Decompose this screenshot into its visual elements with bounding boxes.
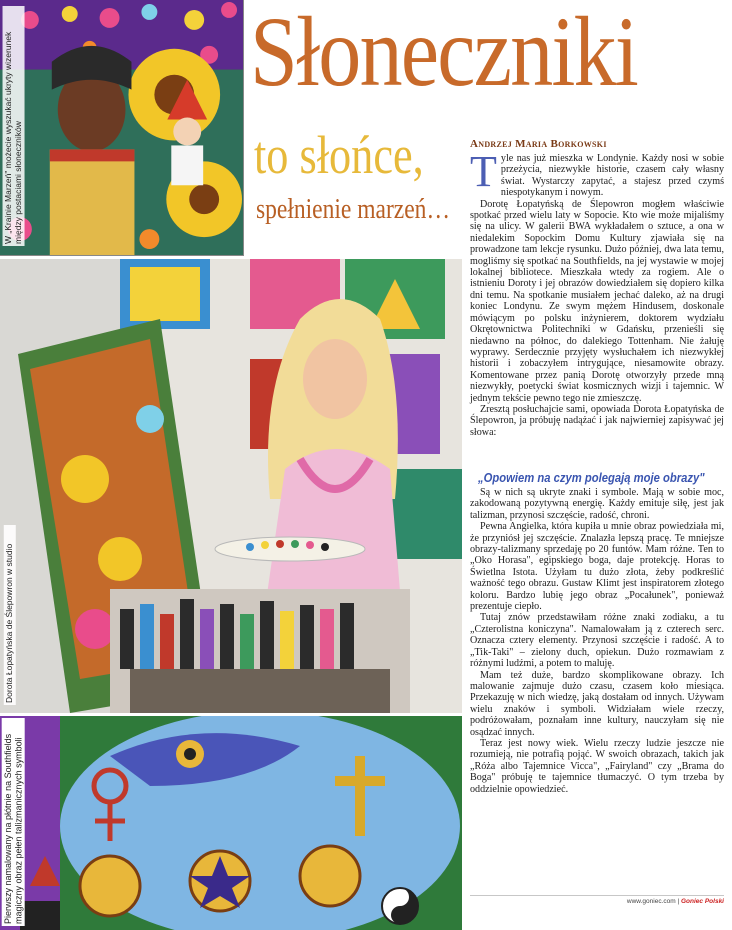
intro-paragraph-3: Zresztą posłuchajcie sami, opowiada Dorota Łopatyńska de Ślepowron, ja próbuję nadążać i jak najwierniej zapisywać jej słowa: (470, 403, 724, 438)
author-byline: Andrzej Maria Borkowski (470, 138, 607, 150)
bottom-photo-caption: Pierwszy namalowany na płótnie na Southfields magiczny obraz pełen talizmanicznych symboli (2, 718, 25, 926)
footer-separator: | (677, 898, 680, 905)
artist-studio-photo (0, 259, 462, 713)
section-paragraph: Mam też duże, bardzo skomplikowane obrazy. Ich malowanie zajmuje dużo czasu, czasem koło miesiąca. Przekazuję w nich wiedzę, jaką dostałam od innych. Używam wielu znaków i symboli. Widziałam wiele rzeczy, podróżowałam, poznałam inne kultury, nauczyłam się nie osądzać innych. (470, 669, 724, 738)
article-subtitle-secondary: spełnienie marzeń… (256, 194, 450, 225)
footer-url[interactable]: www.goniec.com (626, 898, 676, 905)
painting-sunflowers-photo (0, 0, 244, 256)
intro-paragraph-1 (470, 147, 724, 199)
section-paragraph: Pewna Angielka, która kupiła u mnie obraz powiedziała mi, że przyniósł jej szczęście. Znalazła lepszą pracę. Te mniejsze obrazy-talizmany sprzedaję po 20 funtów. Mam różne. Ten to „Oko Horasa", egipskiego boga, daje protekcję. Horas to Świetlna Istota. Użyłam tu dużo złota, żeby podkreślić ważność tego obrazu. Gustaw Klimt jest inspiratorem złotego koloru. Bardzo lubię jego obraz „Pocałunek", ponieważ prezentuje ciepło. (470, 521, 724, 613)
section-paragraph: Są w nich są ukryte znaki i symbole. Mają w sobie moc, zakodowaną pozytywną energię. Każdy emituje siłę, jest jak talizman, przynosi szczęście, radość, chroni. (470, 487, 724, 521)
symbols-painting-photo (0, 716, 462, 930)
middle-photo-caption: Dorota Łopatyńska de Ślepowron w studio (4, 525, 16, 705)
intro-paragraph-2: Dorotę Łopatyńską de Ślepowron mogłem właściwie spotkać przed wielu laty w Sopocie. Kto wie może mijaliśmy się na ulicy. W galerii BWA wykładałem o sztuce, a ona w niedalekim Sopockim Domu Kultury zjawiała się na prowadzone tam lekcje rysunku. Dużo później, dwa lata temu, mogliśmy się spotkać na Southfields, na jej wystawie w mojej lokalnej bibliotece. Mieszkała wtedy za rogiem. Ale o istnieniu Doroty i jej obrazów dowiedziałem się dopiero kilka dni temu. Na spotkanie musiałem jechać daleko, aż na drugi koniec Londynu. Ze swym mężem Hindusem, doskonale mówiącym po polsku inżynierem, doktorem wydziału Okrętownictwa Politechniki w Gdańsku, przenieśli się niedawno na północ, do dalekiego Tottenham. Nie żałuję wyprawy. Serdecznie przyjęty wysłuchałem ich niezwykłej historii i zobaczyłem intrygujące, niesamowite obrazy. Komentowane przez panią Dorotę otworzyły przede mną niezwykły, poetycki świat kosmicznych wizji i tajemnic. W jednym tekście pewno tego nie zmieszczę. (470, 198, 724, 404)
footer-brand: Goniec Polski (681, 898, 724, 905)
article-intro (470, 147, 724, 438)
drop-cap: T (470, 147, 497, 196)
footer-rule (470, 895, 724, 896)
top-photo-caption: W „Krainie Marzeń" możecie wyszukać ukryty wizerunek między postaciami słoneczników (3, 6, 25, 246)
intro-paragraph-1-text: yle nas już mieszka w Londynie. Każdy nosi w sobie przeżycia, niezwykłe historie, czasem cały własny świat. Wystarczy zapytać, a stajesz przed czymś niespotykanym i nowym. (500, 153, 724, 199)
article-section (470, 467, 724, 795)
article-subtitle: to słońce, (254, 125, 424, 185)
article-title: Słoneczniki (250, 0, 638, 107)
page-footer (470, 898, 724, 905)
section-paragraph: Teraz jest nowy wiek. Wielu rzeczy ludzie jeszcze nie rozumieją, nie potrafią pojąć. W swoich obrazach, takich jak „Róża albo Tajemnice Vicca", „Fairyland" czy „Brama do Boga" próbuję te tajemnice tłumaczyć. O tym trzeba by oddzielnie opowiedzieć. (470, 737, 724, 795)
section-paragraph: Tutaj znów przedstawiłam różne znaki zodiaku, a tu „Czterolistna koniczyna". Namalowałam ją z czterech serc. Oznacza cztery elementy. Przynosi szczęście i radość. A to „Tik-Taki" – zielony duch, opiekun. Dużo rozmawiam z różnymi ludźmi, a potem to maluję. (470, 612, 724, 670)
section-heading: „Opowiem na czym polegają moje obrazy" (478, 471, 705, 485)
